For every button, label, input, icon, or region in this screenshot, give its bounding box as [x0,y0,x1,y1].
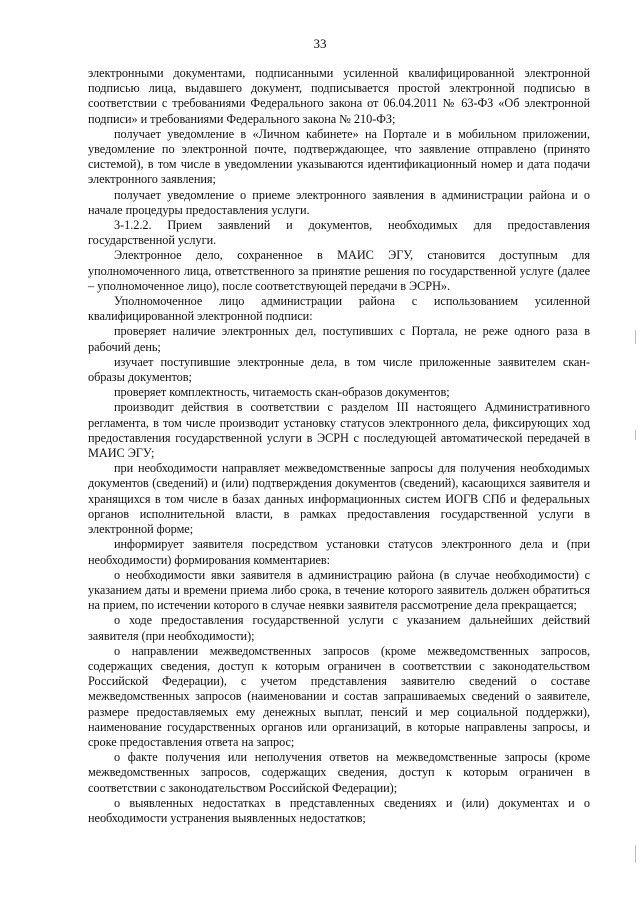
document-body [88,66,590,826]
paragraph: о факте получения или неполучения ответов на межведомственные запросы (кроме межведомственных запросов, содержащих сведения, доступ к которым ограничен в соответствии с законодательством Российской Федерации); [88,750,590,795]
paragraph: при необходимости направляет межведомственные запросы для получения необходимых документов (сведений) и (или) подтверждения документов (сведений), касающихся заявителя и хранящихся в том числе в базах данных информационных систем ИОГВ СПб и федеральных органов исполнительной власти, в рамках предоставления государственной услуги в электронной форме; [88,461,590,537]
paragraph: Уполномоченное лицо администрации района с использованием усиленной квалифицированной электронной подписи: [88,294,590,324]
scan-edge-mark [635,330,636,344]
paragraph: получает уведомление о приеме электронного заявления в администрации района и о начале процедуры предоставления услуги. [88,187,590,217]
paragraph: о необходимости явки заявителя в администрацию района (в случае необходимости) с указанием даты и времени приема либо срока, в течение которого заявитель должен обратиться на прием, по истечении которого в случае неявки заявителя рассмотрение дела прекращается; [88,567,590,613]
scan-edge-mark [635,845,636,863]
paragraph: получает уведомление в «Личном кабинете» на Портале и в мобильном приложении, уведомление по электронной почте, подтверждающее, что заявление отправлено (принято системой), в том числе в уведомлении указываются идентификационный номер и дата подачи электронного заявления; [88,126,590,187]
paragraph: изучает поступившие электронные дела, в том числе приложенные заявителем скан-образы документов; [88,354,590,385]
paragraph: Электронное дело, сохраненное в МАИС ЭГУ, становится доступным для уполномоченного лица, ответственного за принятие решения по государственной услуге (далее – уполномоченное лицо), после соответствующей передачи в ЭСРН». [88,248,590,293]
paragraph: проверяет комплектность, читаемость скан-образов документов; [114,385,450,400]
paragraph: информирует заявителя посредством установки статусов электронного дела и (при необходимости) формирования комментариев: [88,537,590,567]
paragraph: о ходе предоставления государственной услуги с указанием дальнейших действий заявителя (при необходимости); [88,613,590,643]
page-number: 33 [313,36,327,51]
paragraph: производит действия в соответствии с разделом III настоящего Административного регламента, в том числе производит установку статусов электронного дела, фиксирующих ход предоставления государственной услуги в ЭСРН с последующей автоматической передачей в МАИС ЭГУ; [88,400,590,461]
paragraph-section-heading: 3-1.2.2. Прием заявлений и документов, необходимых для предоставления государственной услуги. [88,218,590,248]
paragraph: проверяет наличие электронных дел, поступивших с Портала, не реже одного раза в рабочий день; [88,324,590,354]
scan-edge-mark [635,430,636,440]
paragraph: о выявленных недостатках в представленных сведениях и (или) документах и о необходимости устранения выявленных недостатков; [88,795,590,825]
paragraph-continuation: электронными документами, подписанными усиленной квалифицированной электронной подписью лица, выдавшего документ, подписывается простой электронной подписью в соответствии с требованиями Федерального закона от 06.04.2011 № 63-ФЗ «Об электронной подписи» и требованиями Федерального закона № 210-ФЗ; [88,66,590,126]
paragraph: о направлении межведомственных запросов (кроме межведомственных запросов, содержащих сведения, доступ к которым ограничен в соответствии с законодательством Российской Федерации), с учетом представления заявителю сведений о составе межведомственных запросов (наименовании и состав запрашиваемых сведений о заявителе, размере предоставляемых ему денежных выплат, пенсий и мер социальной поддержки), наименование государственных органов или организаций, в которые направлены запросы, и сроке предоставления ответа на запрос; [88,643,590,749]
